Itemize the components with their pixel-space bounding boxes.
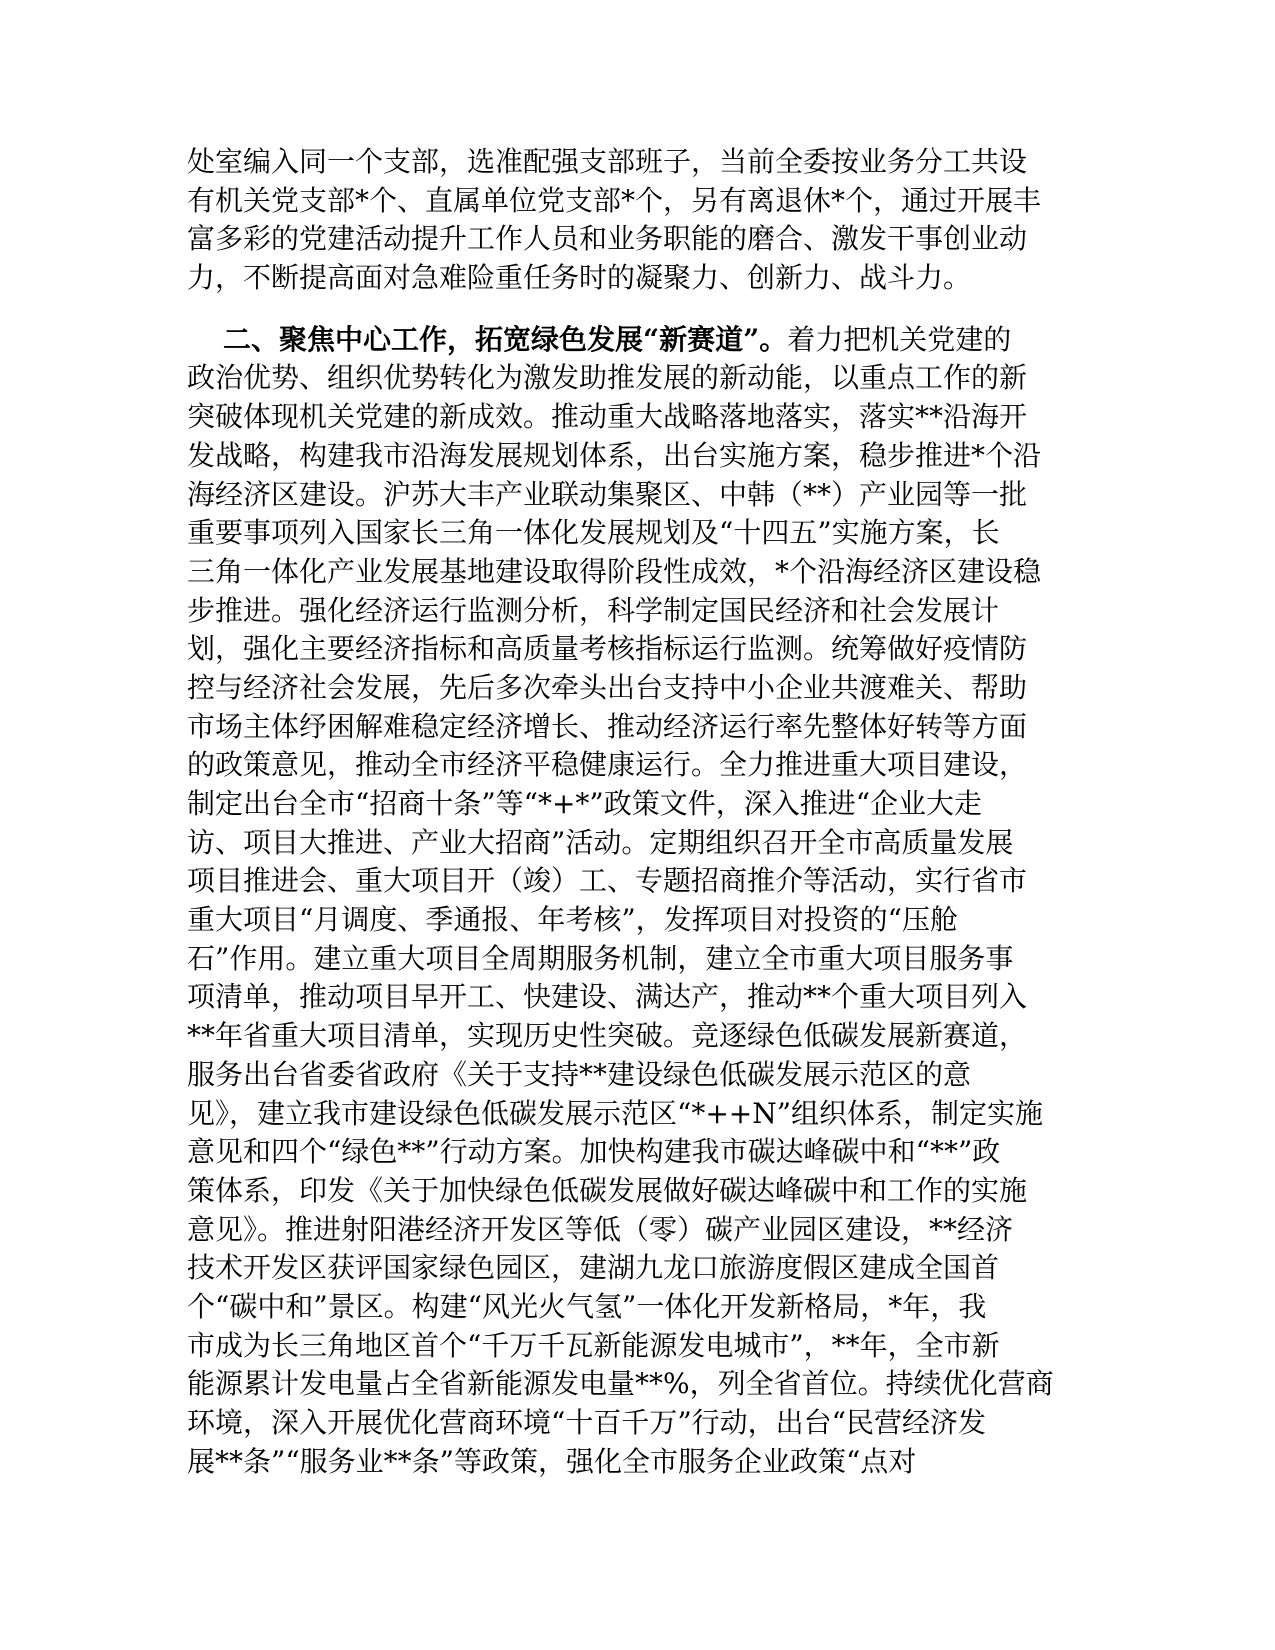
text-line: 能源累计发电量占全省新能源发电量**%，列全省首位。持续优化营商 xyxy=(187,1367,1054,1401)
section-heading: 二、聚焦中心工作，拓宽绿色发展“新赛道”。 xyxy=(223,322,788,356)
text-fragment: 着力把机关党建的 xyxy=(787,322,1012,356)
text-line: 项清单，推动项目早开工、快建设、满达产，推动**个重大项目列入 xyxy=(187,980,1028,1014)
text-line: 重要事项列入国家长三角一体化发展规划及“十四五”实施方案，长 xyxy=(187,516,1000,550)
paragraph-2-first-line xyxy=(187,321,1082,360)
text-line: 富多彩的党建活动提升工作人员和业务职能的磨合、激发干事创业动 xyxy=(187,222,1028,256)
text-line: 意见》。推进射阳港经济开发区等低（零）碳产业园区建设，**经济 xyxy=(187,1212,1014,1246)
text-line: 海经济区建设。沪苏大丰产业联动集聚区、中韩（**）产业园等一批 xyxy=(187,477,1028,511)
text-line: 环境，深入开展优化营商环境“十百千万”行动，出台“民营经济发 xyxy=(187,1406,986,1439)
text-line: 重大项目“月调度、季通报、年考核”，发挥项目对投资的“压舱 xyxy=(187,903,958,937)
text-line: 市成为长三角地区首个“千万千瓦新能源发电城市”，**年，全市新 xyxy=(187,1328,1000,1362)
text-line: **年省重大项目清单，实现历史性突破。竞逐绿色低碳发展新赛道， xyxy=(187,1019,1028,1053)
text-line: 市场主体纾困解难稳定经济增长、推动经济运行率先整体好转等方面 xyxy=(187,709,1028,743)
text-line: 突破体现机关党建的新成效。推动重大战略落地落实，落实**沿海开 xyxy=(187,400,1028,434)
text-line: 三角一体化产业发展基地建设取得阶段性成效，*个沿海经济区建设稳 xyxy=(187,554,1042,588)
text-line: 石”作用。建立重大项目全周期服务机制，建立全市重大项目服务事 xyxy=(187,941,1014,975)
text-line: 见》，建立我市建设绿色低碳发展示范区“*++N”组织体系，制定实施 xyxy=(187,1096,1044,1130)
text-line: 策体系，印发《关于加快绿色低碳发展做好碳达峰碳中和工作的实施 xyxy=(187,1173,1028,1207)
text-line: 处室编入同一个支部，选准配强支部班子，当前全委按业务分工共设 xyxy=(187,145,1028,178)
text-line: 有机关党支部*个、直属单位党支部*个，另有离退休*个，通过开展丰 xyxy=(187,183,1042,217)
text-line: 力，不断提高面对急难险重任务时的凝聚力、创新力、战斗力。 xyxy=(187,261,972,295)
text-line: 制定出台全市“招商十条”等“*+*”政策文件，深入推进“企业大走 xyxy=(187,787,983,820)
text-line: 划，强化主要经济指标和高质量考核指标运行监测。统筹做好疫情防 xyxy=(187,632,1028,666)
text-line: 项目推进会、重大项目开（竣）工、专题招商推介等活动，实行省市 xyxy=(187,864,1028,898)
text-line: 步推进。强化经济运行监测分析，科学制定国民经济和社会发展计 xyxy=(187,593,1000,627)
paragraph-2 xyxy=(187,321,1082,1482)
text-line: 访、项目大推进、产业大招商”活动。定期组织召开全市高质量发展 xyxy=(187,825,1014,859)
text-line: 发战略，构建我市沿海发展规划体系，出台实施方案，稳步推进*个沿 xyxy=(187,438,1042,472)
text-line: 控与经济社会发展，先后多次牵头出台支持中小企业共渡难关、帮助 xyxy=(187,670,1028,704)
text-line: 服务出台省委省政府《关于支持**建设绿色低碳发展示范区的意 xyxy=(187,1057,972,1091)
text-line: 展**条”“服务业**条”等政策，强化全市服务企业政策“点对 xyxy=(187,1444,917,1478)
paragraph-1 xyxy=(187,143,1082,298)
body-text xyxy=(187,143,1082,1481)
text-line: 的政策意见，推动全市经济平稳健康运行。全力推进重大项目建设， xyxy=(187,748,1028,782)
text-line: 个“碳中和”景区。构建“风光火气氢”一体化开发新格局，*年，我 xyxy=(187,1289,987,1323)
paragraph-spacer xyxy=(187,298,1082,321)
text-line: 意见和四个“绿色**”行动方案。加快构建我市碳达峰碳中和“**”政 xyxy=(187,1135,1001,1169)
text-line: 政治优势、组织优势转化为激发助推发展的新动能，以重点工作的新 xyxy=(187,361,1028,395)
text-line: 技术开发区获评国家绿色园区，建湖九龙口旅游度假区建成全国首 xyxy=(187,1251,1000,1285)
